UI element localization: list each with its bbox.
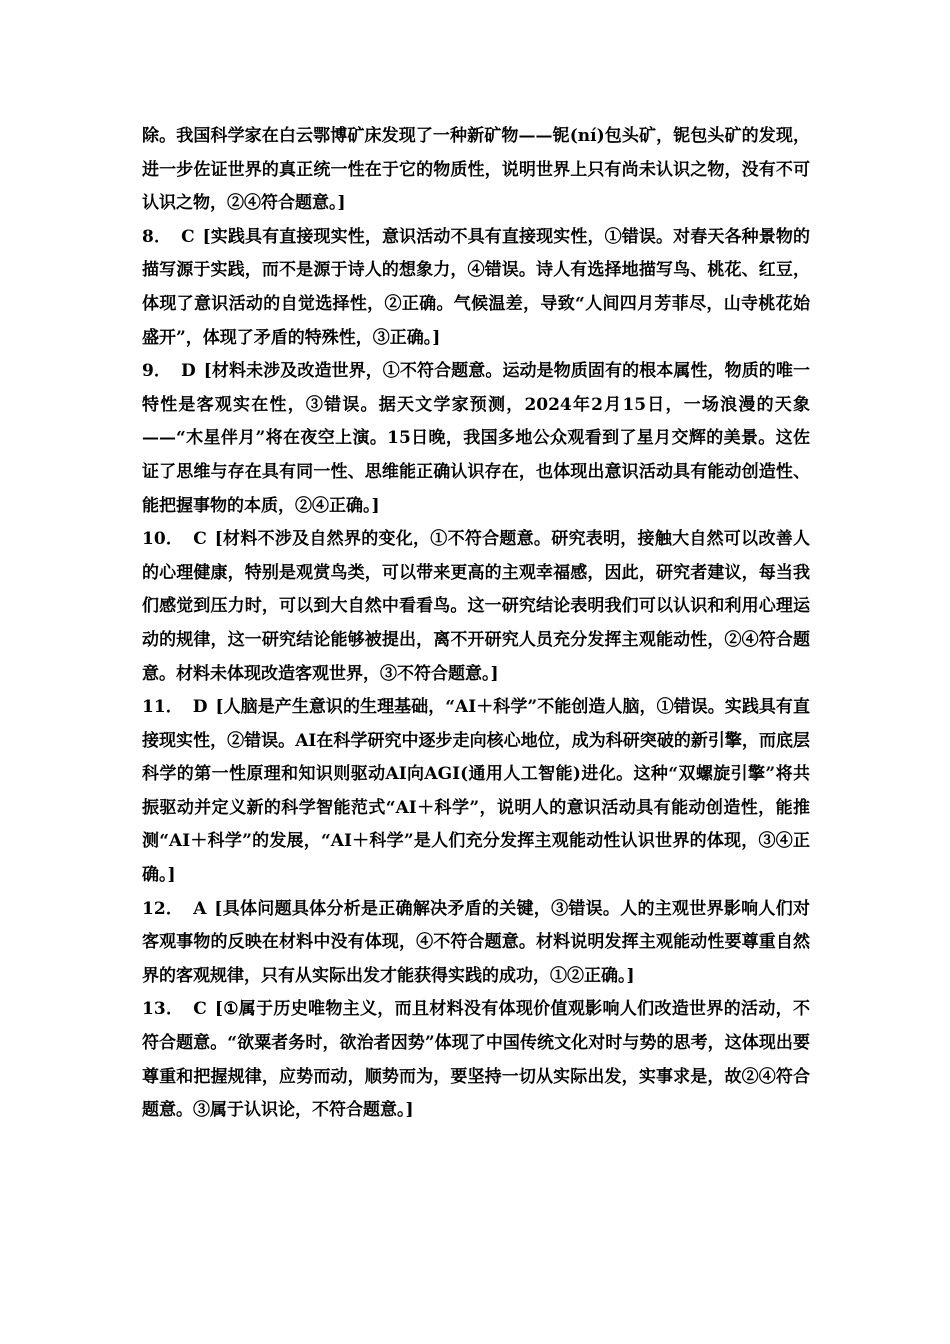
paragraph-text: [①属于历史唯物主义，而且材料没有体现价值观影响人们改造世界的活动，不符合题意。“欲粟者务时，欲治者因势”体现了中国传统文化对时与势的思考，这体现出要尊重和把握规律，应势而动，顺势而为，要坚持一切从实际出发，实事求是，故②④符合题意。③属于认识论，不符合题意。]	[142, 999, 810, 1121]
answer-choice: A	[193, 898, 207, 919]
paragraph-text: [实践具有直接现实性，意识活动不具有直接现实性，①错误。对春天各种景物的描写源于实践，而不是源于诗人的想象力，④错误。诗人有选择地描写鸟、桃花、红豆，体现了意识活动的自觉选择性，②正确。气候温差，导致“人间四月芳菲尽，山寺桃花始盛开”，体现了矛盾的特殊性，③正确。]	[142, 226, 810, 348]
answer-paragraph-8	[142, 221, 810, 355]
question-number: 11．	[142, 697, 183, 718]
answer-paragraph-10	[142, 523, 810, 691]
question-number: 9．	[142, 361, 172, 382]
answer-choice: C	[193, 529, 207, 550]
answer-choice: D	[181, 361, 196, 382]
question-number: 12．	[142, 898, 184, 919]
answer-choice: D	[192, 697, 208, 718]
paragraph-text: [人脑是产生意识的生理基础，“AI＋科学”不能创造人脑，①错误。实践具有直接现实性，②错误。AI在科学研究中逐步走向核心地位，成为科研突破的新引擎，而底层科学的第一性原理和知识则驱动AI向AGI(通用人工智能)进化。这种“双螺旋引擎”将共振驱动并定义新的科学智能范式“AI＋科学”，说明人的意识活动具有能动创造性，能推测“AI＋科学”的发展，“AI＋科学”是人们充分发挥主观能动性认识世界的体现，③④正确。]	[142, 697, 810, 886]
question-number: 10．	[142, 529, 184, 550]
answer-choice: C	[181, 226, 195, 247]
answer-paragraph-13	[142, 993, 810, 1127]
answer-paragraph-12	[142, 893, 810, 994]
question-number: 13．	[142, 999, 184, 1020]
question-number: 8．	[142, 226, 172, 247]
paragraph-text: [具体问题具体分析是正确解决矛盾的关键，③错误。人的主观世界影响人们对客观事物的反映在材料中没有体现，④不符合题意。材料说明发挥主观能动性要尊重自然界的客观规律，只有从实际出发才能获得实践的成功，①②正确。]	[142, 898, 810, 986]
answer-paragraph-9	[142, 355, 810, 523]
paragraph-text: 除。我国科学家在白云鄂博矿床发现了一种新矿物——铌(ní)包头矿，铌包头矿的发现，进一步佐证世界的真正统一性在于它的物质性，说明世界上只有尚未认识之物，没有不可认识之物，②④符合题意。]	[142, 126, 810, 214]
answer-paragraph-continuation	[142, 120, 810, 221]
paragraph-text: [材料未涉及改造世界，①不符合题意。运动是物质固有的根本属性，物质的唯一特性是客观实在性，③错误。据天文学家预测，2024年2月15日，一场浪漫的天象——“木星伴月”将在夜空上演。15日晚，我国多地公众观看到了星月交辉的美景。这佐证了思维与存在具有同一性、思维能正确认识存在，也体现出意识活动具有能动创造性、能把握事物的本质，②④正确。]	[142, 361, 810, 516]
answer-document	[142, 120, 810, 1128]
answer-choice: C	[193, 999, 207, 1020]
paragraph-text: [材料不涉及自然界的变化，①不符合题意。研究表明，接触大自然可以改善人的心理健康，特别是观赏鸟类，可以带来更高的主观幸福感，因此，研究者建议，每当我们感觉到压力时，可以到大自然中看看鸟。这一研究结论表明我们可以认识和利用心理运动的规律，这一研究结论能够被提出，离不开研究人员充分发挥主观能动性，②④符合题意。材料未体现改造客观世界，③不符合题意。]	[142, 529, 810, 684]
answer-paragraph-11	[142, 691, 810, 893]
